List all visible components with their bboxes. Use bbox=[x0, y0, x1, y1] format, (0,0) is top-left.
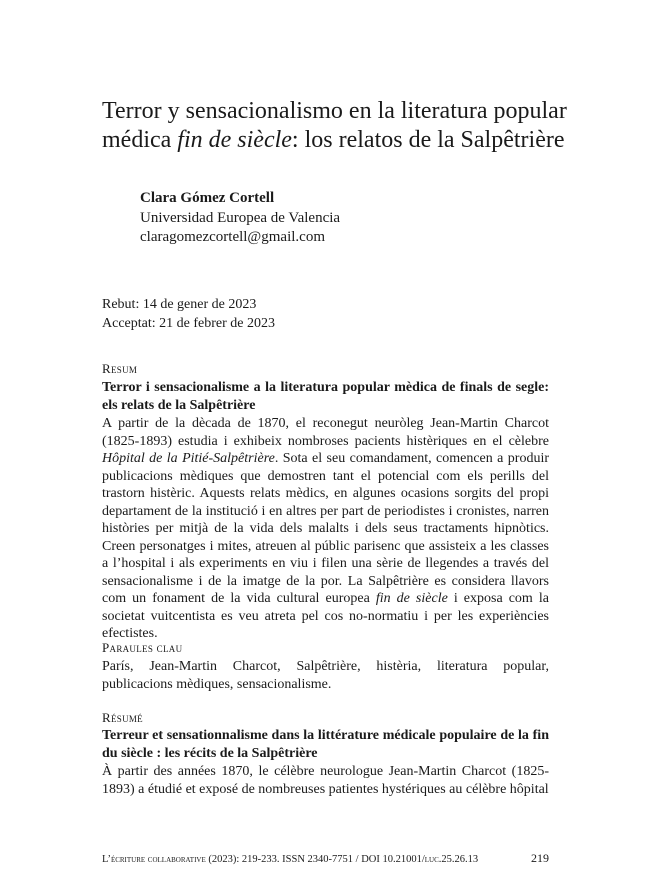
title-italic-phrase: fin de siècle bbox=[177, 127, 292, 153]
resum-label: Resum bbox=[102, 361, 138, 376]
article-title bbox=[102, 97, 572, 155]
author-block bbox=[140, 189, 340, 248]
resum-title: Terror i sensacionalisme a la literatura popular mèdica de finals de segle: els relats de la Salpêtrière bbox=[102, 380, 549, 413]
keywords-label: Paraules clau bbox=[102, 640, 183, 655]
page-number: 219 bbox=[531, 851, 549, 865]
title-part-1: Terror y sensacionalismo en la literatura popular médica bbox=[102, 98, 567, 153]
resum-body-part-2: . Sota el seu comandament, comencen a produir publicacions mèdiques que demostren tant el potencial com els perills del trastorn histèric. Aquests relats mèdics, en algunes ocasions sorgits del propi departament de la institució i en altres per part de periodistes i cronistes, narren històries per mitjà de la vida dels malalts i dels seus tractaments hipnòtics. Creen personatges i mites, atreuen al públic parisenc que assisteix a les classes a l’hospital i als experiments en viu i filen una sèrie de llegendes a través del sensacionalisme i de la imatge de la por. La Salpêtrière es considera llavors com un fonament de la vida cultural europea bbox=[102, 451, 549, 606]
footer-citation: L’écriture collaborative (2023): 219-233. ISSN 2340-7751 / DOI 10.21001/luc.25.26.13 bbox=[102, 854, 479, 865]
received-date: Rebut: 14 de gener de 2023 bbox=[102, 297, 257, 312]
resume-fr-body: À partir des années 1870, le célèbre neurologue Jean-Martin Charcot (1825-1893) a étudié et exposé de nombreuses patientes hystériques au célèbre hôpital bbox=[102, 764, 549, 797]
keywords-text: París, Jean-Martin Charcot, Salpêtrière, histèria, literatura popular, publicacions mèdiques, sensacionalisme. bbox=[102, 659, 549, 692]
author-name: Clara Gómez Cortell bbox=[140, 190, 275, 206]
page-footer bbox=[102, 851, 549, 866]
resume-fr-title: Terreur et sensationnalisme dans la littérature médicale populaire de la fin du siècle : les récits de la Salpêtrière bbox=[102, 728, 549, 761]
resume-fr-label: Résumé bbox=[102, 710, 143, 725]
submission-dates bbox=[102, 295, 275, 333]
resum-body-part-3: i exposa com la societat vuitcentista es veu atreta pel cos no-normatiu i per les experiències efectistes. bbox=[102, 591, 549, 641]
title-part-2: : los relatos de la Salpêtrière bbox=[291, 127, 565, 153]
resum-body-part-1: A partir de la dècada de 1870, el reconegut neuròleg Jean-Martin Charcot (1825-1893) estudia i exhibeix nombroses pacients histèriques en el cèlebre bbox=[102, 416, 549, 449]
author-email: claragomezcortell@gmail.com bbox=[140, 229, 325, 245]
accepted-date: Acceptat: 21 de febrer de 2023 bbox=[102, 316, 275, 331]
author-affiliation: Universidad Europea de Valencia bbox=[140, 209, 341, 226]
resum-body-italic-2: fin de siècle bbox=[375, 591, 448, 606]
resum-body-italic-1: Hôpital de la Pitié-Salpêtrière bbox=[102, 451, 275, 466]
resum-body bbox=[102, 415, 549, 643]
